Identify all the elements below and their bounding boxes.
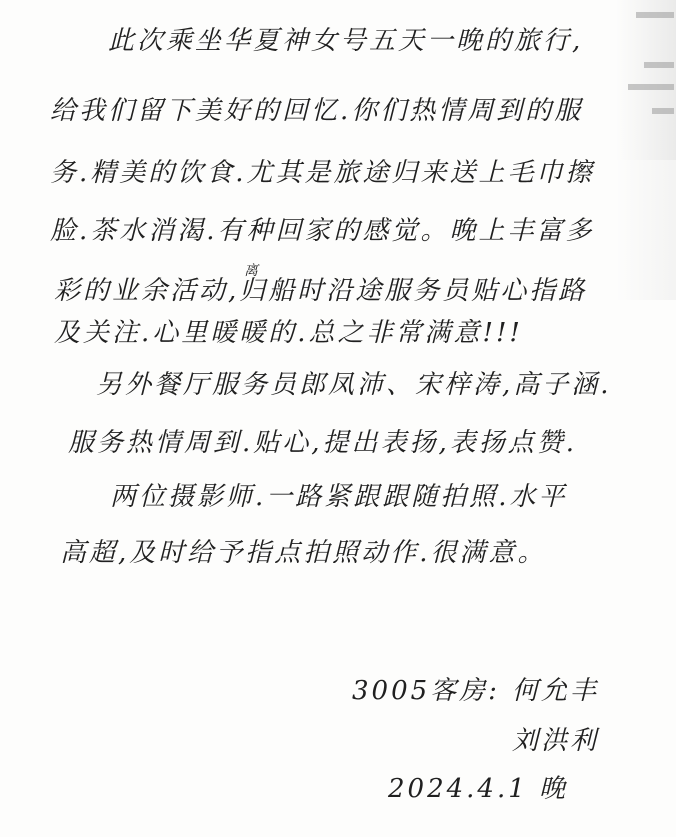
- letter-line-5: 彩的业余活动,归船时沿途服务员贴心指路: [54, 276, 588, 306]
- insertion-mark: 离: [244, 263, 258, 279]
- letter-line-9: 两位摄影师.一路紧跟跟随拍照.水平: [110, 482, 568, 512]
- page-edge-shadow: [616, 160, 676, 300]
- room-label: 3005客房:: [352, 676, 500, 706]
- show-through-mark: [636, 12, 674, 18]
- signer-name-2: 刘洪利: [512, 726, 600, 756]
- letter-line-2: 给我们留下美好的回忆.你们热情周到的服: [50, 96, 584, 126]
- letter-line-6: 及关注.心里暖暖的.总之非常满意!!!: [54, 318, 523, 348]
- letter-line-7: 另外餐厅服务员郎凤沛、宋梓涛,高子涵.: [96, 370, 612, 400]
- page-edge-shadow: [616, 0, 676, 160]
- show-through-mark: [628, 84, 674, 90]
- letter-line-3: 务.精美的饮食.尤其是旅途归来送上毛巾擦: [50, 158, 595, 188]
- show-through-mark: [652, 108, 674, 114]
- letter-line-8: 服务热情周到.贴心,提出表扬,表扬点赞.: [68, 428, 578, 458]
- letter-line-10: 高超,及时给予指点拍照动作.很满意。: [60, 538, 547, 568]
- letter-line-1: 此次乘坐华夏神女号五天一晚的旅行,: [108, 26, 584, 56]
- signer-name-1: 何允丰: [512, 676, 600, 706]
- letter-date: 2024.4.1 晚: [388, 774, 569, 804]
- show-through-mark: [644, 62, 674, 68]
- letter-line-4: 脸.茶水消渴.有种回家的感觉。晚上丰富多: [50, 216, 595, 246]
